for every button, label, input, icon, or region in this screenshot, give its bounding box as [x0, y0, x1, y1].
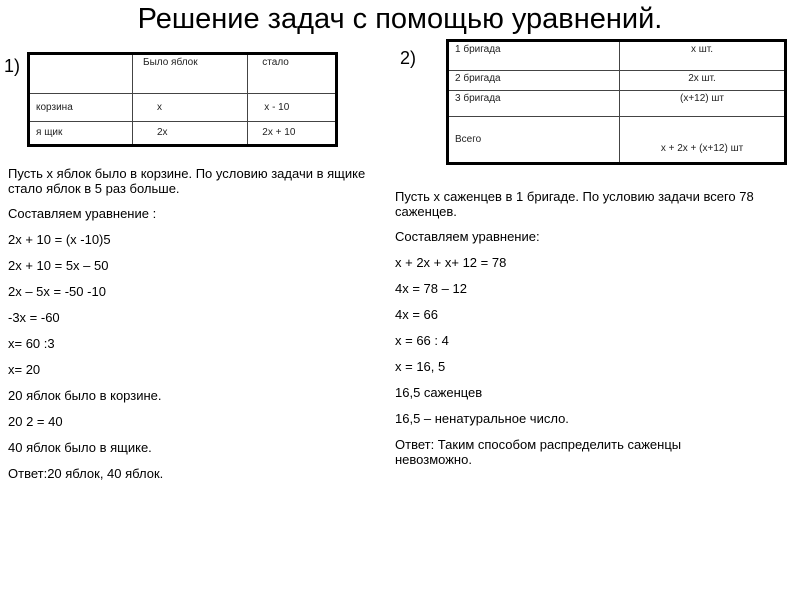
- solution-line: Ответ: Таким способом распределить саженцы невозможно.: [395, 437, 682, 467]
- table-cell: x + 2x + (x+12) шт: [620, 117, 786, 164]
- table-cell: x - 10: [248, 94, 337, 121]
- solution-line: Пусть x яблок было в корзине. По условию задачи в ящике стало яблок в 5 раз больше.: [8, 166, 366, 196]
- solution-line: x = 66 : 4: [395, 333, 449, 348]
- solution-line: 16,5 саженцев: [395, 385, 483, 400]
- solution-line: 20 2 = 40: [8, 414, 63, 429]
- table-row: [29, 121, 337, 145]
- table-row: [448, 91, 786, 117]
- solution-line: Составляем уравнение:: [395, 229, 540, 244]
- solution-line: 2x – 5x = -50 -10: [8, 284, 106, 299]
- task1-table: [27, 52, 338, 147]
- solution-line: x = 16, 5: [395, 359, 446, 374]
- table-cell: x: [133, 94, 248, 121]
- solution-line: 4x = 66: [395, 307, 439, 322]
- solution-line: 2x + 10 = 5x – 50: [8, 258, 109, 273]
- task2-label: 2): [400, 48, 417, 68]
- table-cell: 2x + 10: [248, 121, 337, 145]
- solution-line: x= 20: [8, 362, 41, 377]
- task2-table: [446, 39, 787, 165]
- table-cell: Всего: [448, 117, 620, 164]
- table-cell: стало: [248, 54, 337, 94]
- task1-solution: [8, 166, 368, 492]
- table-cell: Было яблок: [133, 54, 248, 94]
- solution-line: Ответ:20 яблок, 40 яблок.: [8, 466, 164, 481]
- table-row: [448, 71, 786, 91]
- table-cell: [29, 54, 133, 94]
- table-row: [29, 94, 337, 121]
- solution-line: 2x + 10 = (x -10)5: [8, 232, 111, 247]
- solution-line: 40 яблок было в ящике.: [8, 440, 152, 455]
- table-cell: x шт.: [620, 41, 786, 71]
- table-cell: корзина: [29, 94, 133, 121]
- table-row: [448, 117, 786, 164]
- solution-line: Составляем уравнение :: [8, 206, 157, 221]
- solution-line: -3x = -60: [8, 310, 60, 325]
- table-row: [448, 41, 786, 71]
- page-title: Решение задач с помощью уравнений.: [137, 3, 663, 35]
- solution-line: Пусть x саженцев в 1 бригаде. По условию задачи всего 78 саженцев.: [395, 189, 754, 219]
- table-cell: 1 бригада: [448, 41, 620, 71]
- table-cell: я щик: [29, 121, 133, 145]
- solution-line: 4x = 78 – 12: [395, 281, 467, 296]
- table-cell: 2 бригада: [448, 71, 620, 91]
- table-cell: 2x: [133, 121, 248, 145]
- table-cell: 3 бригада: [448, 91, 620, 117]
- table-cell: (x+12) шт: [620, 91, 786, 117]
- solution-line: 20 яблок было в корзине.: [8, 388, 162, 403]
- task1-label: 1): [4, 56, 21, 76]
- solution-line: x= 60 :3: [8, 336, 55, 351]
- task2-solution: [395, 189, 755, 478]
- table-cell: 2x шт.: [620, 71, 786, 91]
- solution-line: x + 2x + x+ 12 = 78: [395, 255, 507, 270]
- solution-line: 16,5 – ненатуральное число.: [395, 411, 569, 426]
